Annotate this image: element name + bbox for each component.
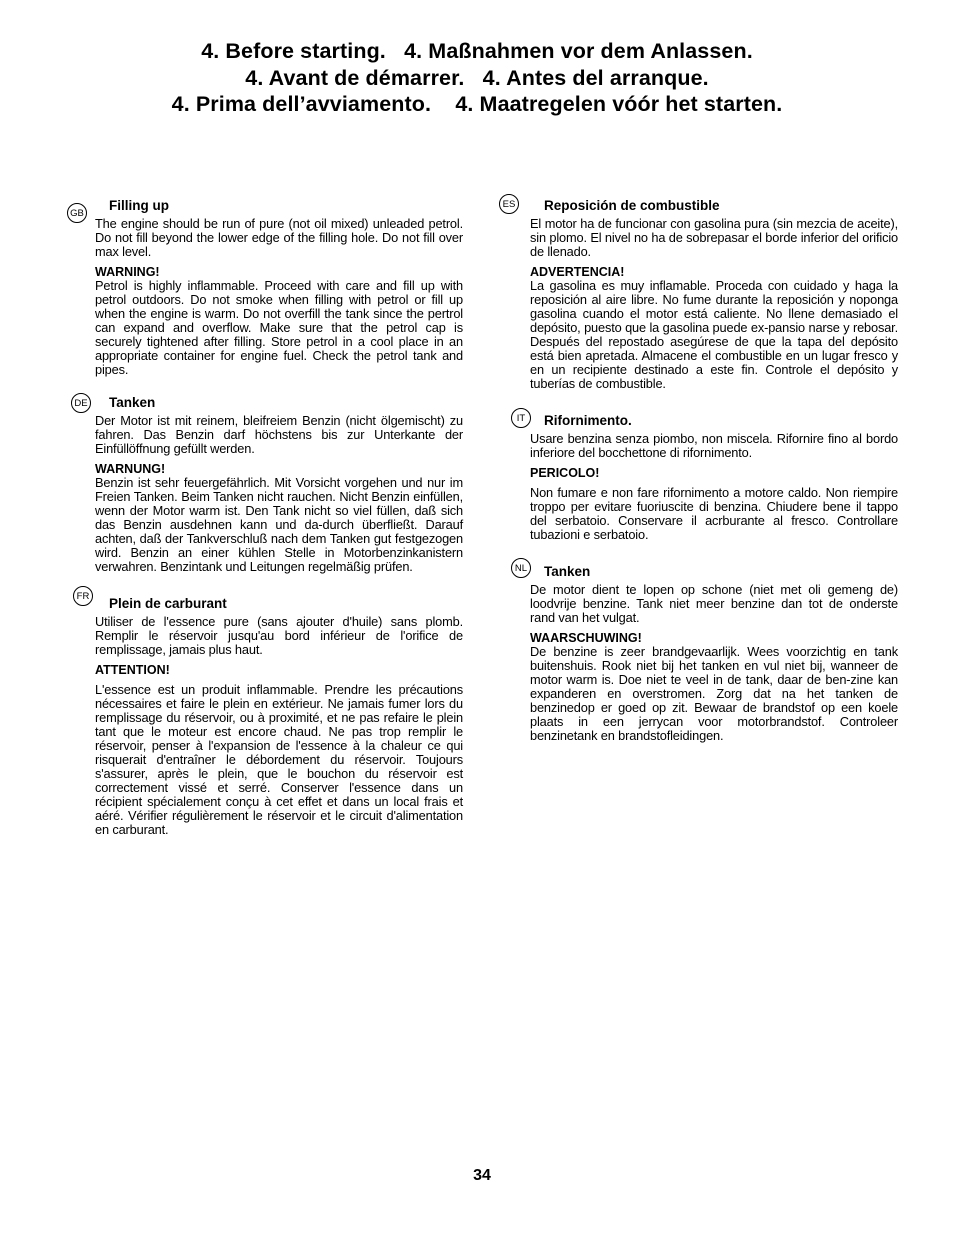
section-intro: El motor ha de funcionar con gasolina pura (sin mezcia de aceite), sin plomo. El nivel no ha de sobrepasar el borde inferior del orificio de llenado. (530, 216, 898, 259)
section-nl (514, 563, 898, 743)
header-line-2: 4. Avant de démarrer. 4. Antes del arranque. (245, 65, 709, 90)
section-heading: Filling up (109, 198, 169, 213)
page-number: 34 (473, 1167, 491, 1184)
warning-label: PERICOLO! (530, 466, 600, 480)
section-intro: Usare benzina senza piombo, non miscela. Rifornire fino al bordo inferiore del bocchettone di rifornimento. (530, 431, 898, 460)
section-heading: Tanken (109, 395, 156, 410)
warning-text: Petrol is highly inflammable. Proceed with care and fill up with petrol outdoors. Do not smoke when filling with petrol or fill up when the engine is warm. Do not overfill the tank since the pertrol can expand and overflow. Make sure that the petrol cap is securely tightened after filling. Store petrol in a cool place in an appropriate container for engine fuel. Check the petrol tank and pipes. (95, 278, 463, 377)
warning-label: WARNUNG! (95, 462, 166, 476)
warning-text: La gasolina es muy inflamable. Proceda con cuidado y haga la reposición al aire libre. No fume durante la reposición y noponga gasolina cuando el motor está caliente. No llene demasiado el depósito, puesto que la gasolina puede ex-pansio narse y rebosar. Después del repostado asegúrese de que la tapa del depósito está bien apretada. Almacene el combustible en un lugar fresco y en un recipiente destinado a este fin. Controle el depósito y tuberías de combustible. (530, 278, 898, 391)
section-intro: De motor dient te lopen op schone (niet met oli gemeng de) loodvrije benzine. Tank niet meer benzine dan tot de onderste rand van het vulgat. (530, 582, 898, 625)
section-es (502, 198, 898, 391)
right-column (502, 192, 898, 743)
section-heading: Plein de carburant (109, 596, 227, 611)
language-badge-de: DE (71, 393, 91, 413)
language-badge-nl: NL (511, 558, 531, 578)
language-badge-it: IT (511, 408, 531, 428)
page-header (0, 38, 954, 118)
language-badge-es: ES (499, 194, 519, 214)
section-heading: Reposición de combustible (544, 198, 720, 213)
warning-label: WAARSCHUWING! (530, 631, 642, 645)
warning-text: Non fumare e non fare rifornimento a motore caldo. Non riempire troppo per evitare fuoriuscite di benzina. Chiudere bene il tappo del serbatoio. Conservare il acrburante al fresco. Controllare tubazioni e serbatoio. (530, 485, 898, 542)
section-fr (76, 591, 463, 837)
warning-label: WARNING! (95, 265, 160, 279)
section-intro: The engine should be run of pure (not oil mixed) unleaded petrol. Do not fill beyond the lower edge of the filling hole. Do not fill over max level. (95, 216, 463, 259)
header-line-1: 4. Before starting. 4. Maßnahmen vor dem Anlassen. (201, 39, 753, 63)
warning-text: De benzine is zeer brandgevaarlijk. Wees voorzichtig en tank buitenshuis. Rook niet bij het tanken en vul niet bij, wanneer de motor warm is. Doe niet te veel in de tank, daar de ben-zine kan expanderen en overstromen. Zorg dat na het tanken de benzinedop er goed op zit. Bewaar de brandstof op een koele plaats in een jerrycan voor motorbrandstof. Controleer benzinetank en brandstofleidingen. (530, 644, 898, 743)
section-it (516, 413, 898, 542)
section-heading: Rifornimento. (544, 413, 632, 428)
warning-label: ATTENTION! (95, 663, 170, 677)
section-de (74, 395, 463, 574)
section-intro: Utiliser de l'essence pure (sans ajouter d'huile) sans plomb. Remplir le réservoir jusqu'au bord inférieur de l'orifice de remplissage, jamais plus haut. (95, 614, 463, 657)
language-badge-gb: GB (67, 203, 87, 223)
warning-label: ADVERTENCIA! (530, 265, 625, 279)
language-badge-fr: FR (73, 586, 93, 606)
section-gb (70, 198, 463, 377)
warning-text: L'essence est un produit inflammable. Prendre les précautions nécessaires et faire le plein en extérieur. Ne jamais fumer lors du remplissage du réservoir, ou à proximité, et ne pas refaire le plein tant que le moteur est encore chaud. Ne pas trop remplir le réservoir, penser à l'expansion de l'essence à la chaleur ce qui risquerait d'entraîner le débordement du réservoir. Toujours s'assurer, après le plein, que le bouchon du réservoir est correctement vissé et serré. Conserver l'essence dans un récipient spécialement conçu à cet effet et dans un local frais et aéré. Vérifier régulièrement le réservoir et le circuit d'alimentation en carburant. (95, 682, 463, 837)
section-intro: Der Motor ist mit reinem, bleifreiem Benzin (nicht ölgemischt) zu fahren. Das Benzin darf höchstens bis zur Unterkante der Einfüllöffnung gefüllt werden. (95, 413, 463, 456)
warning-text: Benzin ist sehr feuergefährlich. Mit Vorsicht vorgehen und nur im Freien Tanken. Beim Tanken nicht rauchen. Nicht Benzin einfüllen, wenn der Motor warm ist. Den Tank nicht so viel füllen, daß sich das Benzin ausdehnen kann und da-durch überfließt. Darauf achten, daß der Tankverschluß nach dem Tanken gut festgezogen wird. Benzin an einer kühlen Stelle in Motorbenzinkanistern verwahren. Benzintank und Leitungen regelmäßig prüfen. (95, 475, 463, 574)
header-line-3: 4. Prima dell’avviamento. 4. Maatregelen vóór het starten. (171, 92, 783, 116)
left-column (70, 192, 463, 837)
section-heading: Tanken (544, 564, 591, 579)
